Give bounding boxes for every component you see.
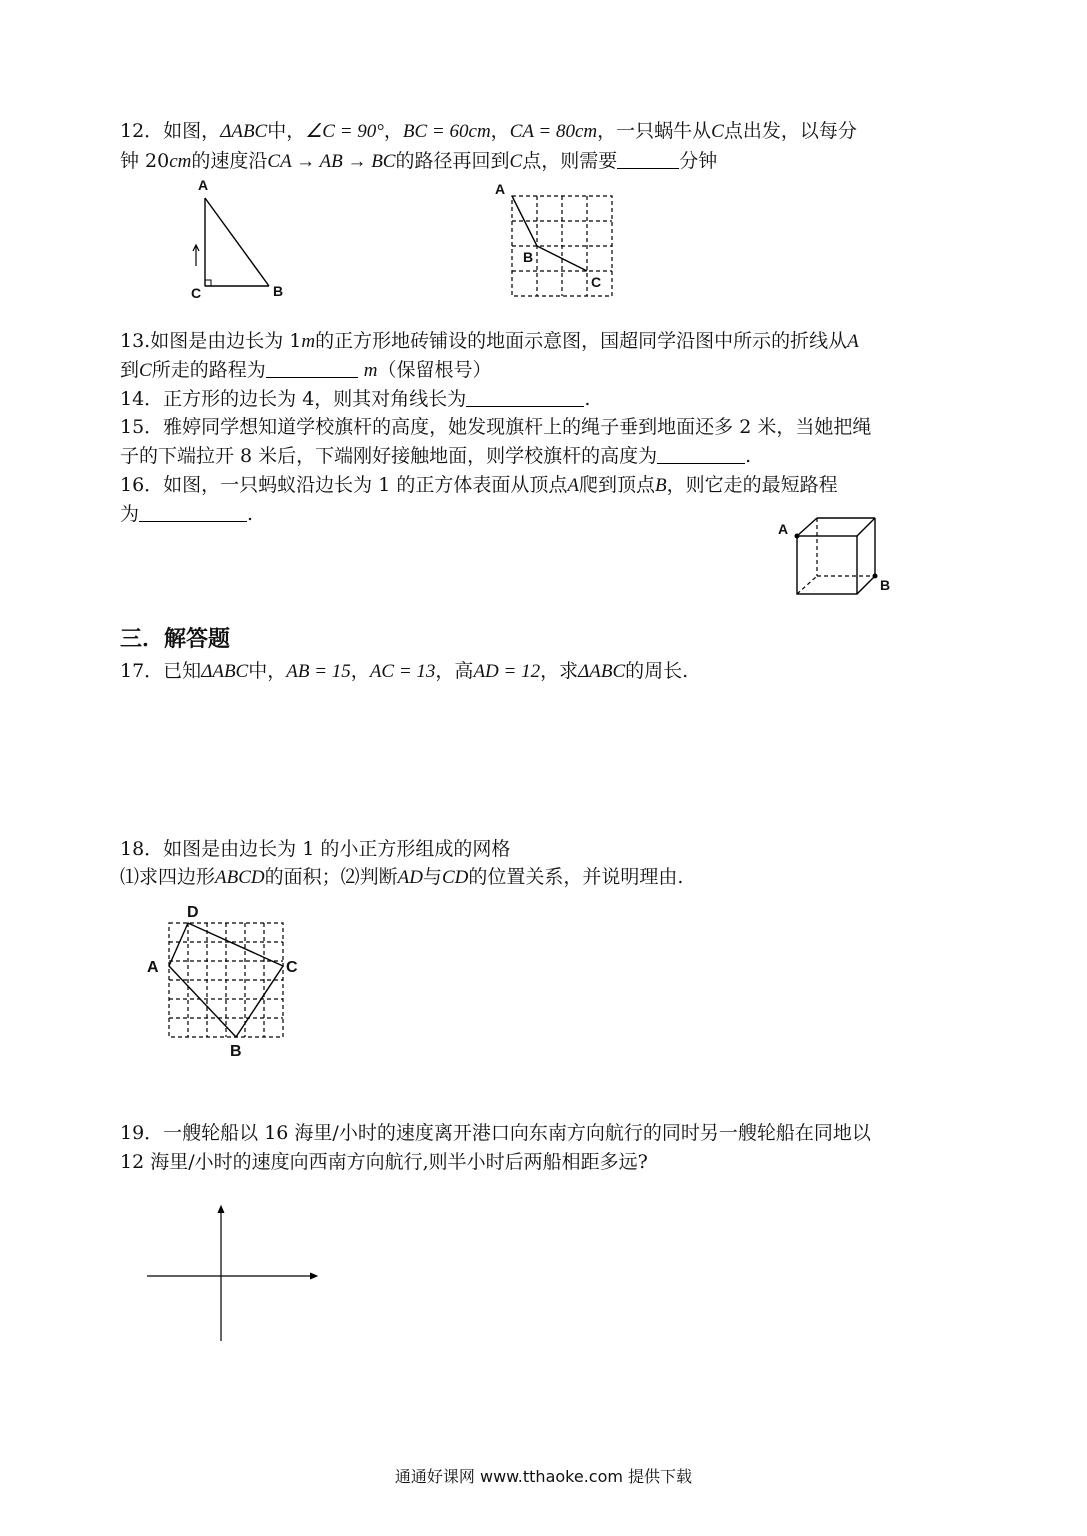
label-B: B [880,577,891,593]
q15-end: . [745,445,752,467]
q16-end: . [247,503,254,525]
q13-line2 [120,355,492,386]
q15-line1 [120,412,871,442]
q16-line2 [120,499,253,529]
q19-line1 [120,1118,871,1148]
math-ad: AD [397,867,423,888]
q13-text: 所走的路程为 [151,359,266,381]
math-triangle: ΔABC [201,661,249,682]
math-point: C [711,121,724,142]
answer-blank [266,357,358,378]
q12-text: 的速度沿 [191,150,268,172]
q18-text: ⑴求四边形 [120,866,216,888]
q14-line [120,384,590,414]
q15-line2 [120,441,751,471]
math-ab: AB = 15 [286,661,351,682]
q16-line1 [120,470,838,501]
math-ac: AC = 13 [369,661,436,682]
q13-text: （保留根号） [377,359,492,381]
fig19-axes [144,1203,324,1343]
math-point: A [567,475,579,496]
q12-text: 分钟 [679,150,718,172]
q17-text: 17．已知 [120,660,202,682]
q14-end: . [584,388,591,410]
fig12-triangle [185,176,295,306]
math-triangle: ΔABC [220,121,268,142]
math-point: B [654,475,667,496]
q15-text: 子的下端拉开 8 米后，下端刚好接触地面，则学校旗杆的高度为 [120,445,658,467]
math-ad: AD = 12 [473,661,541,682]
math-unit: cm [169,151,192,172]
math-triangle: ΔABC [578,661,626,682]
q17-line [120,656,688,687]
q13-text: 13.如图是由边长为 1 [120,330,302,352]
q12-text: 12．如图， [120,120,221,142]
q12-line2 [120,146,717,177]
label-C: C [286,959,298,976]
fig18-grid [142,898,312,1064]
q18-text: 18．如图是由边长为 1 的小正方形组成的网格 [120,838,511,860]
math-bc: BC = 60cm [402,121,491,142]
math-angle: ∠C = 90° [305,121,384,142]
math-point: C [139,360,152,381]
q12-text: ， [383,120,403,142]
q18-line2 [120,862,683,893]
q16-text: 16．如图，一只蚂蚁沿边长为 1 的正方体表面从顶点 [120,474,568,496]
q17-text: ， [350,660,370,682]
q12-text: 钟 20 [120,150,170,172]
q12-text: ， [490,120,510,142]
q13-text: 到 [120,359,140,381]
q12-text: 的路径再回到 [395,150,510,172]
q18-text: 与 [422,866,442,888]
answer-blank [657,443,745,464]
label-D: D [187,904,199,921]
answer-blank [617,148,679,169]
q15-text: 15．雅婷同学想知道学校旗杆的高度，她发现旗杆上的绳子垂到地面还多 2 米，当她把绳 [120,416,872,438]
q18-text: 的位置关系，并说明理由. [468,866,684,888]
label-A: A [147,959,159,976]
label-B: B [230,1043,242,1060]
fig13-grid [490,180,625,302]
label-A: A [778,521,789,537]
q19-line2 [120,1147,648,1177]
label-B: B [273,283,284,299]
math-cd: CD [441,867,469,888]
answer-blank [139,501,247,522]
q12-text: 中， [267,120,306,142]
math-abcd: ABCD [215,867,265,888]
q16-text: ，则它走的最短路程 [666,474,838,496]
q16-text: 爬到顶点 [578,474,655,496]
math-path: CA → AB → BC [267,151,396,172]
q19-text: 12 海里/小时的速度向西南方向航行,则半小时后两船相距多远? [120,1151,648,1173]
q17-text: 的周长. [625,660,689,682]
math-point: C [509,151,523,172]
q17-text: ，高 [435,660,474,682]
fig16-cube [775,514,900,598]
label-A: A [495,181,506,197]
q12-text: ，一只蜗牛从 [597,120,712,142]
section-heading: 三．解答题 [120,627,231,652]
answer-blank [466,386,584,407]
q12-line1 [120,116,857,147]
q12-text: 点出发，以每分 [723,120,857,142]
page-footer: 通通好课网 www.tthaoke.com 提供下载 [394,1467,693,1486]
math-unit: m [363,360,378,381]
label-C: C [191,285,202,301]
label-B: B [523,249,534,265]
q17-text: ，求 [540,660,579,682]
math-point: A [847,331,859,352]
math-ca: CA = 80cm [509,121,598,142]
q17-text: 中， [248,660,287,682]
q18-text: 的面积；⑵判断 [264,866,398,888]
label-A: A [198,177,209,193]
label-C: C [591,274,602,290]
q13-text: 的正方形地砖铺设的地面示意图，国超同学沿图中所示的折线从 [315,330,848,352]
q13-line1 [120,326,859,357]
q12-text: 点，则需要 [522,150,618,172]
q19-text: 19．一艘轮船以 16 海里/小时的速度离开港口向东南方向航行的同时另一艘轮船在同地以 [120,1122,871,1144]
math-unit: m [301,331,316,352]
q18-line1 [120,834,510,864]
q14-text: 14．正方形的边长为 4，则其对角线长为 [120,388,467,410]
q16-text: 为 [120,503,140,525]
